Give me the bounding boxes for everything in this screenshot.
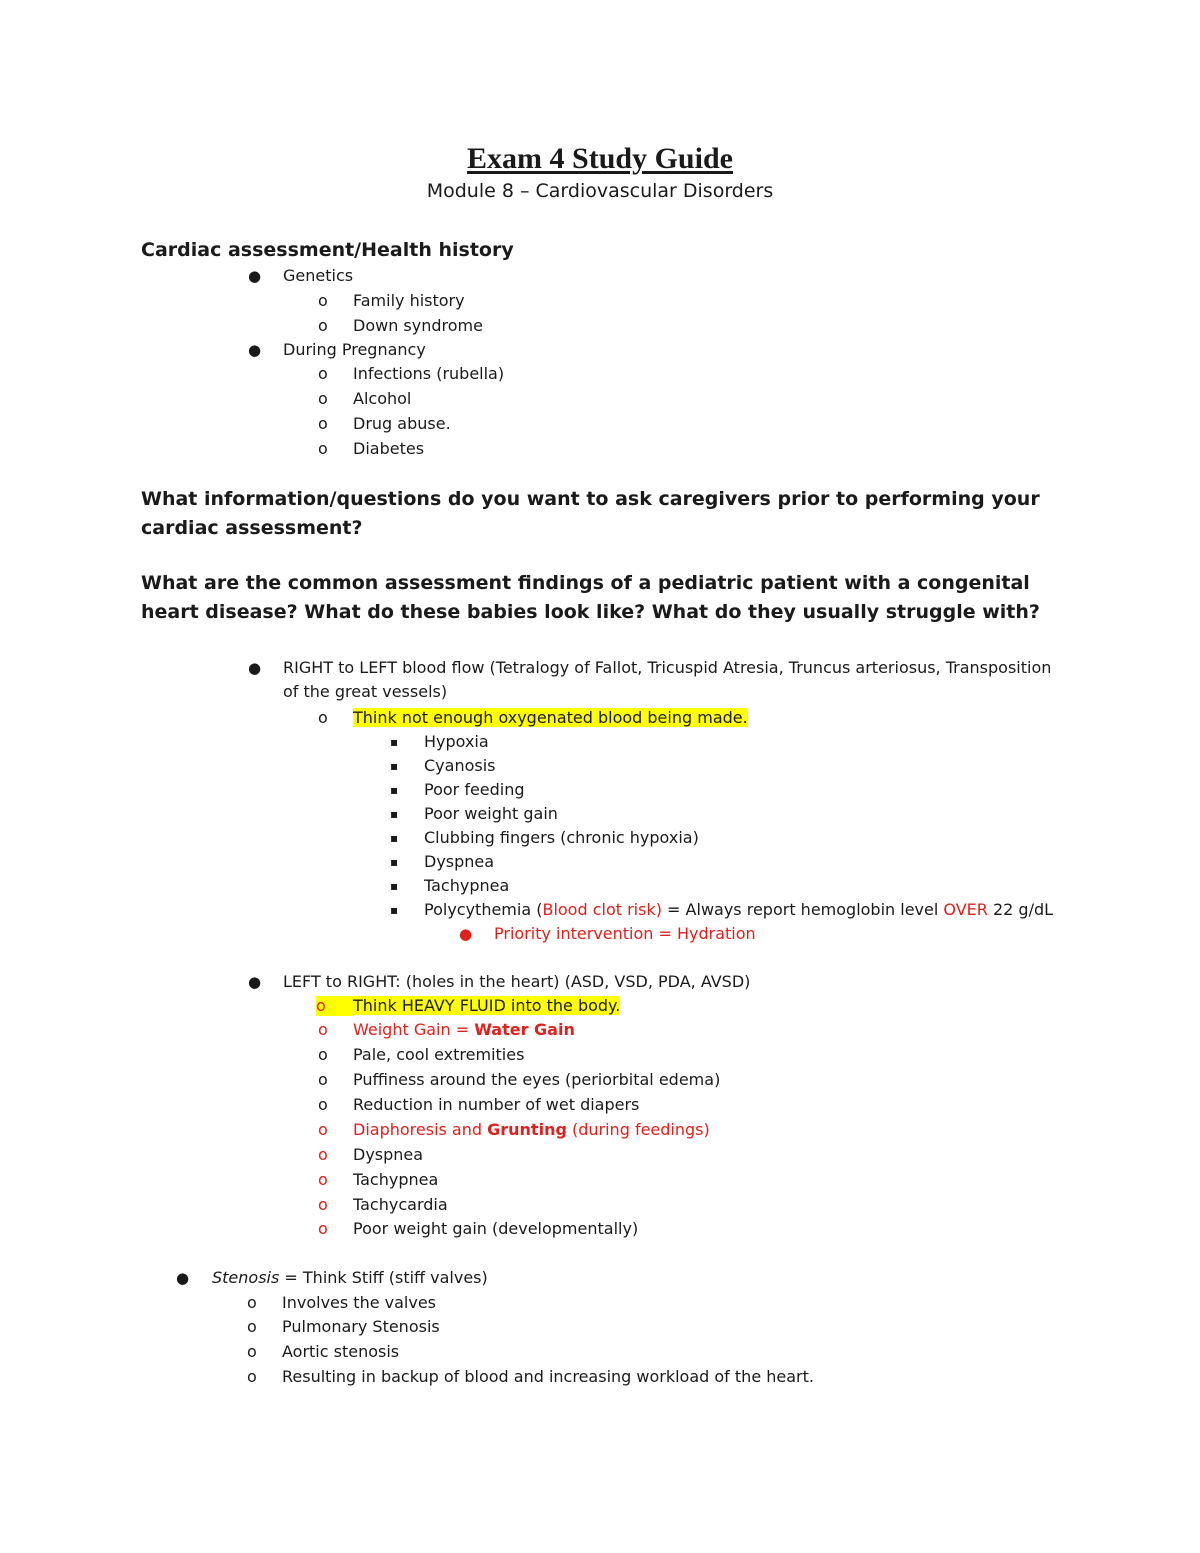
circle-marker-red: o <box>318 1145 328 1164</box>
list-item: Poor weight gain <box>424 804 558 823</box>
list-item-polycythemia <box>424 900 1053 920</box>
bullet-marker: ● <box>176 1269 190 1287</box>
circle-marker-red: o <box>318 1195 328 1214</box>
square-marker: ▪ <box>390 783 399 797</box>
text-run: Polycythemia ( <box>424 900 543 919</box>
list-item: Involves the valves <box>282 1293 437 1312</box>
list-item-priority: Priority intervention = Hydration <box>494 924 756 943</box>
square-marker: ▪ <box>390 831 399 845</box>
circle-marker: o <box>318 708 328 727</box>
list-item: Hypoxia <box>424 732 489 751</box>
square-marker: ▪ <box>390 807 399 821</box>
square-marker: ▪ <box>390 759 399 773</box>
bold-text-run: Grunting <box>487 1120 567 1139</box>
text-run: 22 g/dL <box>987 900 1054 919</box>
list-item: Poor feeding <box>424 780 525 799</box>
text-run: Weight Gain = <box>353 1020 475 1039</box>
list-item: Tachypnea <box>424 876 510 895</box>
section-heading-cardiac-assessment: Cardiac assessment/Health history <box>141 239 514 261</box>
circle-marker: o <box>318 1095 328 1114</box>
square-marker: ▪ <box>390 855 399 869</box>
question-heading-caregivers: What information/questions do you want to ask caregivers prior to performing your cardiac assessment? <box>141 488 1040 539</box>
text-run: (during feedings) <box>566 1120 710 1139</box>
list-item: Poor weight gain (developmentally) <box>353 1219 639 1238</box>
document-subtitle: Module 8 – Cardiovascular Disorders <box>426 180 774 202</box>
circle-marker-red: o <box>318 1120 328 1139</box>
square-marker: ▪ <box>390 879 399 893</box>
square-marker: ▪ <box>390 903 399 917</box>
list-item-during-pregnancy: During Pregnancy <box>283 340 426 359</box>
circle-marker-red: o <box>318 1020 328 1039</box>
document-title: Exam 4 Study Guide <box>467 142 733 175</box>
question-heading-findings: What are the common assessment findings of a pediatric patient with a congenital heart disease? What do these babies look like? What do they usually struggle with? <box>141 572 1040 623</box>
circle-marker: o <box>318 414 328 433</box>
red-text-run: Blood clot risk) <box>542 900 662 919</box>
list-item-genetics: Genetics <box>283 266 354 285</box>
highlighted-note: Think HEAVY FLUID into the body. <box>353 996 621 1015</box>
list-item: Dyspnea <box>424 852 495 871</box>
circle-marker: o <box>318 1045 328 1064</box>
list-item: Tachypnea <box>353 1170 439 1189</box>
circle-marker: o <box>318 389 328 408</box>
list-item-diaphoresis <box>353 1120 710 1140</box>
list-item: Clubbing fingers (chronic hypoxia) <box>424 828 699 847</box>
circle-marker-red: o <box>318 1219 328 1238</box>
list-item: Reduction in number of wet diapers <box>353 1095 640 1114</box>
list-item: Infections (rubella) <box>353 364 505 383</box>
text-run: Diaphoresis and <box>353 1120 488 1139</box>
circle-marker: o <box>318 316 328 335</box>
list-item-stenosis <box>212 1268 488 1288</box>
bullet-marker: ● <box>248 973 262 991</box>
list-item: Pale, cool extremities <box>353 1045 525 1064</box>
square-marker: ▪ <box>390 735 399 749</box>
circle-marker-red: o <box>318 1170 328 1189</box>
list-item: Diabetes <box>353 439 425 458</box>
text-run: = Always report hemoglobin level <box>661 900 944 919</box>
circle-marker: o <box>247 1317 257 1336</box>
circle-marker: o <box>247 1342 257 1361</box>
bullet-marker: ● <box>248 341 262 359</box>
circle-marker: o <box>318 1070 328 1089</box>
highlighted-note: Think not enough oxygenated blood being made. <box>353 708 748 727</box>
list-item: Resulting in backup of blood and increasing workload of the heart. <box>282 1367 814 1386</box>
list-item: Pulmonary Stenosis <box>282 1317 440 1336</box>
circle-marker-red: o <box>316 996 353 1016</box>
bold-text-run: Water Gain <box>474 1020 575 1039</box>
circle-marker: o <box>318 439 328 458</box>
italic-text-run: Stenosis <box>212 1268 280 1287</box>
list-item: Drug abuse. <box>353 414 451 433</box>
bullet-marker: ● <box>459 925 473 943</box>
list-item: Down syndrome <box>353 316 483 335</box>
red-text-run: OVER <box>943 900 988 919</box>
list-item: Alcohol <box>353 389 412 408</box>
circle-marker: o <box>247 1293 257 1312</box>
list-item-right-to-left: RIGHT to LEFT blood flow (Tetralogy of Fallot, Tricuspid Atresia, Truncus arteriosus, Transposition of the great vessels) <box>283 658 1052 701</box>
bullet-marker: ● <box>248 659 262 677</box>
list-item: Puffiness around the eyes (periorbital edema) <box>353 1070 721 1089</box>
list-item: Aortic stenosis <box>282 1342 400 1361</box>
list-item-weight-gain <box>353 1020 575 1040</box>
bullet-marker: ● <box>248 267 262 285</box>
list-item: Tachycardia <box>353 1195 448 1214</box>
list-item-left-to-right: LEFT to RIGHT: (holes in the heart) (ASD, VSD, PDA, AVSD) <box>283 972 751 991</box>
circle-marker: o <box>318 364 328 383</box>
circle-marker: o <box>247 1367 257 1386</box>
circle-marker: o <box>318 291 328 310</box>
list-item: Cyanosis <box>424 756 496 775</box>
list-item: Family history <box>353 291 465 310</box>
list-item: Dyspnea <box>353 1145 424 1164</box>
text-run: = Think Stiff (stiff valves) <box>279 1268 488 1287</box>
